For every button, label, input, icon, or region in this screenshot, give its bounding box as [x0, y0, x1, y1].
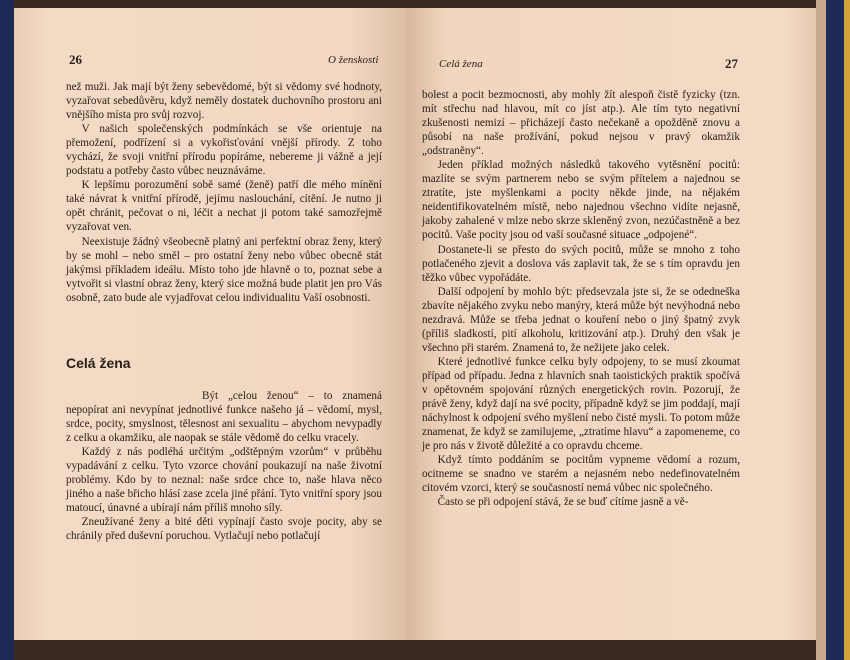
paragraph: V našich společenských podmínkách se vše orientuje na přemožení, podřízení si a vykořisťování vnější přírody. Z toho vychází, že svoji vnitřní přírodu popíráme, nebereme ji vážně a její podstatu a potřeby často vůbec neuznáváme. [66, 123, 382, 178]
left-body-text [66, 80, 382, 305]
paragraph: bolest a pocit bezmocnosti, aby mohly žít alespoň čistě fyzicky (tzn. mít střechu nad hlavou, mít co jíst atp.). Ale tím tyto negativní zkušenosti nemizí – přicházejí často nečekaně a opožděně znovu a působí na naše prožívání, pokud nejsou v pravý okamžik „odstraněny“. [422, 89, 740, 158]
left-page [14, 8, 406, 640]
page-number-left: 26 [69, 52, 82, 67]
paragraph: Dostanete-li se přesto do svých pocitů, může se mnoho z toho potlačeného zjevit a doslova vás zaplavit tak, že se s tím opravdu jen těžko vůbec vypořádáte. [422, 243, 740, 284]
paragraph: Často se při odpojení stává, že se buď cítíme jasně a vě- [437, 496, 689, 509]
paragraph: K lepšímu porozumění sobě samé (ženě) patří dle mého mínění také návrat k vnitřní přírodě, jejímu naslouchání, cítění. Je nutno ji opět chránit, pečovat o ni, léčit a nechat ji potom také samozřejmě vyzařovat ven. [66, 179, 382, 234]
paragraph: Být „celou ženou“ – to znamená nepopírat ani nevypínat jednotlivé funkce našeho já – vědomí, mysl, srdce, pocity, smyslnost, tělesnost ani sexualitu – abychom nevypadly z celku a okamžiku, ale naopak se stále vědomě do celku vracely. [66, 390, 382, 445]
running-head-left: O ženskosti [328, 54, 379, 66]
cover-gold-edge [844, 0, 850, 660]
paragraph: Neexistuje žádný všeobecně platný ani perfektní obraz ženy, který by se mohl – nebo směl – pro ostatní ženy nebo vůbec obecně stát jakýmsi příkladem ideálu. Místo toho jde hlavně o to, poznat sebe a vytvořit si vlastní obraz ženy, který sice možná bude platit jen pro Vás osobně, zato bude ale vyjadřovat celou individualitu Vaší osobnosti. [66, 235, 382, 304]
paragraph: Které jednotlivé funkce celku byly odpojeny, to se musí zkoumat případ od případu. Jedna z hlavních snah taoistických praktik spočívá v opětovném spojování různých energetických rovin. Pozorují, že právě ženy, když dají na své pocity, případně když se jim poddají, mají náchylnost k odpojení svého myšlení nebo čisté mysli. To potom může znamenat, že když se zamilujeme, „ztratíme hlavu“ a zapomeneme, co je pro nás v životě důležité a co opravdu chceme. [422, 355, 740, 453]
paragraph: Další odpojení by mohlo být: předsevzala jste si, že se odedneška zbavíte nějakého zvyku nebo manýry, která může být nevýhodná nebo nezdravá. Může se třeba jednat o kouření nebo o jiný špatný zvyk (příliš sladkostí, pití alkoholu, kritizování atp.). Druhý den však je všechno při starém. Znamená to, že nežijete jako celek. [422, 285, 740, 354]
paragraph: než muži. Jak mají být ženy sebevědomé, být si vědomy své hodnoty, vyzařovat sebedůvěru, když neměly dostatek duchovního prostoru ani vnějšího místa pro svůj rozvoj. [66, 81, 382, 122]
book-cover-edge-left [0, 0, 14, 660]
paragraph: Zneužívané ženy a bité děti vypínají často svoje pocity, aby se chránily před duševní poruchou. Vytlačují nebo potlačují [66, 516, 382, 543]
paragraph: Když tímto poddáním se pocitům vypneme vědomí a rozum, ocitneme se snadno ve starém a nejasném nebo nedefinovatelném citovém vzorci, který se současností nemá vůbec nic společného. [422, 454, 740, 495]
page-number-right: 27 [725, 56, 738, 71]
section-heading: Celá žena [66, 355, 131, 371]
paragraph: Jeden příklad možných následků takového vytěsnění pocitů: mazlíte se svým partnerem nebo se svým přítelem a najednou se ztratíte, jste myšlenkami a pocity někde jinde, na nějakém neidentifikovatelném místě, nebo najednou všechno vidíte nejasně, jakoby zahalené v mlze nebo skrze skleněný zvon, nezúčastněně a bez pocitů. Vaše pocity jsou od vaší současné situace „odpojené“. [422, 159, 740, 242]
right-page [406, 8, 816, 640]
paragraph: Každý z nás podléhá určitým „odštěpným vzorům“ v průběhu vypadávání z celku. Tyto vzorce chování poukazují na naše životní problémy. Kdo by to neznal: naše srdce chce to, naše hlava něco jiného a naše břicho hlásí zase zcela jiné přání. Tyto vnitřní spory jsou matoucí, únavné a ubírají nám příliš mnoho síly. [66, 446, 382, 515]
running-head-right: Celá žena [439, 58, 483, 70]
book-cover-edge-right [816, 0, 850, 660]
left-section-text [66, 389, 382, 544]
page-stack-edge [816, 0, 826, 660]
right-body-text [422, 88, 740, 509]
